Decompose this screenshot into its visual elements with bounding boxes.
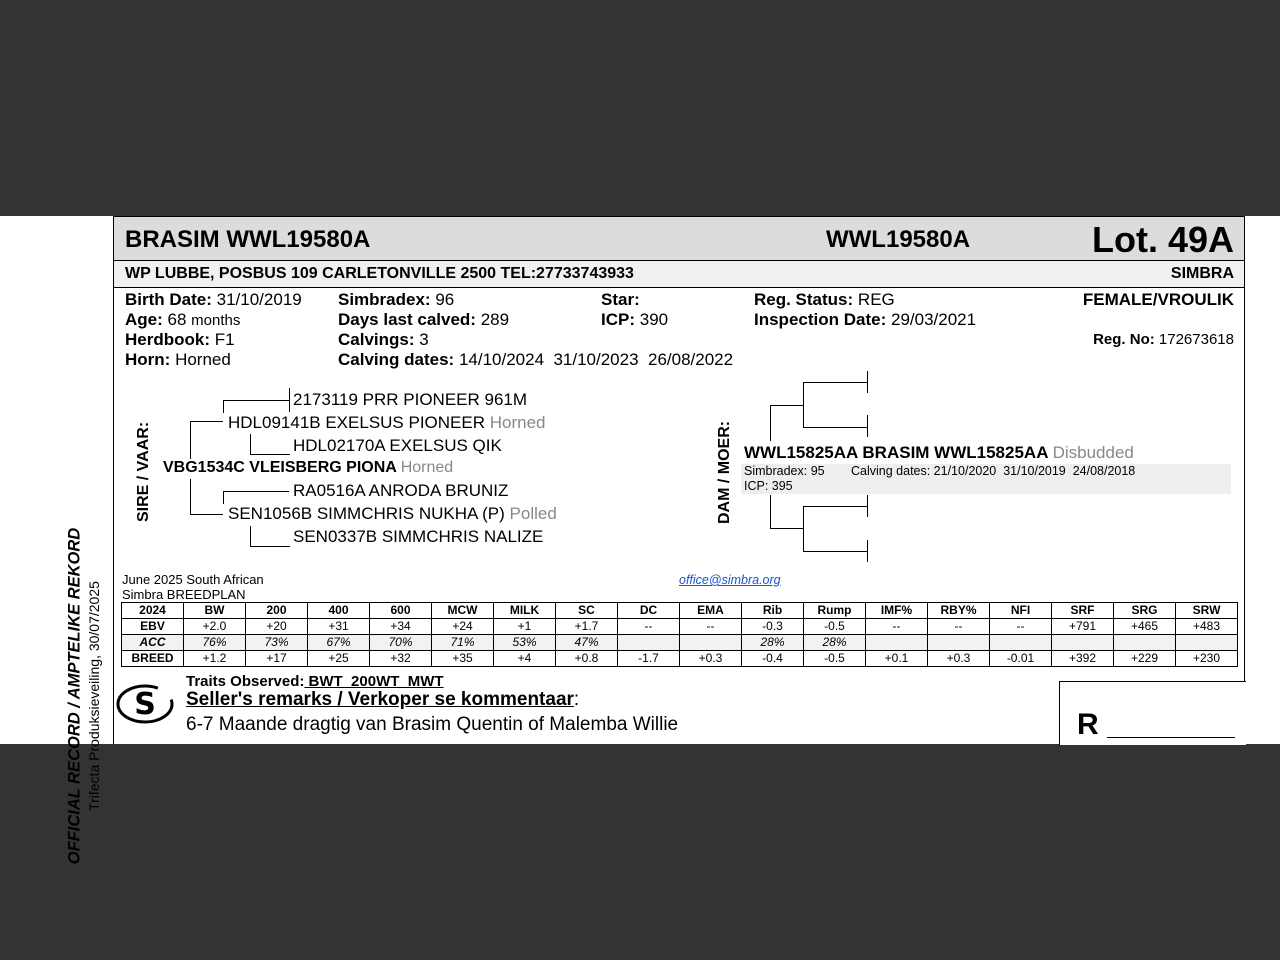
animal-id: WWL19580A — [826, 226, 971, 253]
horn-value: Horned — [175, 350, 231, 369]
traits-header-cell: IMF% — [866, 603, 928, 619]
traits-header-row — [122, 603, 1238, 619]
traits-cell — [990, 635, 1052, 651]
title-bar — [114, 217, 1244, 261]
tree-line — [867, 415, 868, 437]
calvings-value: 3 — [419, 330, 429, 349]
tree-line — [250, 454, 290, 455]
traits-cell: +0.3 — [928, 651, 990, 667]
traits-header-cell: MCW — [432, 603, 494, 619]
sire-dam-dam-name: SEN0337B SIMMCHRIS NALIZE — [293, 527, 544, 546]
sire-sire-sire-name: 2173119 PRR PIONEER 961M — [293, 390, 528, 409]
svg-text:S: S — [134, 687, 156, 722]
calving-dates-value: 14/10/2024 31/10/2023 26/08/2022 — [458, 350, 734, 369]
simbradex-row: Simbradex: 96 — [338, 290, 455, 309]
traits-cell: 73% — [246, 635, 308, 651]
traits-cell: +791 — [1052, 619, 1114, 635]
tree-line — [770, 528, 803, 529]
traits-cell: +229 — [1114, 651, 1176, 667]
traits-cell: EBV — [122, 619, 184, 635]
traits-cell: -- — [990, 619, 1052, 635]
tree-line — [770, 495, 771, 529]
age-row: Age: 68 months — [125, 310, 241, 329]
traits-cell: +483 — [1176, 619, 1238, 635]
age-value: 68 — [167, 310, 187, 329]
animal-card — [113, 216, 1245, 744]
inspection-value: 29/03/2021 — [890, 310, 977, 329]
inspection-row: Inspection Date: 29/03/2021 — [754, 310, 977, 329]
sale-name-label: Trifecta Produksieveiling, 30/07/2025 — [86, 581, 102, 811]
price-box[interactable] — [1059, 681, 1246, 745]
days-calved-value: 289 — [480, 310, 510, 329]
tree-line — [223, 491, 289, 492]
sire-dam-sire-name: RA0516A ANRODA BRUNIZ — [293, 481, 509, 500]
tree-line — [867, 540, 868, 562]
traits-header-cell: Rib — [742, 603, 804, 619]
traits-cell: +1.2 — [184, 651, 246, 667]
traits-table — [121, 602, 1238, 667]
simbradex-value: 96 — [435, 290, 455, 309]
traits-cell: +17 — [246, 651, 308, 667]
traits-cell: +230 — [1176, 651, 1238, 667]
traits-header-cell: MILK — [494, 603, 556, 619]
traits-header-cell: EMA — [680, 603, 742, 619]
tree-line — [250, 546, 290, 547]
traits-row-acc — [122, 635, 1238, 651]
sire-sire-name: HDL09141B EXELSUS PIONEER Horned — [228, 413, 546, 432]
reg-no-value: 172673618 — [1158, 331, 1234, 348]
traits-cell — [1052, 635, 1114, 651]
traits-cell: +31 — [308, 619, 370, 635]
tree-line — [250, 526, 251, 546]
traits-observed-value: BWT 200WT MWT — [304, 673, 444, 690]
traits-cell: +465 — [1114, 619, 1176, 635]
traits-cell: 70% — [370, 635, 432, 651]
traits-header-cell: RBY% — [928, 603, 990, 619]
traits-cell: +392 — [1052, 651, 1114, 667]
traits-cell: -0.4 — [742, 651, 804, 667]
traits-cell: -0.5 — [804, 651, 866, 667]
traits-cell: +24 — [432, 619, 494, 635]
official-record-label: OFFICIAL RECORD / AMPTELIKE REKORD — [65, 527, 84, 865]
traits-row-ebv — [122, 619, 1238, 635]
tree-line — [190, 479, 191, 515]
sire-name: VBG1534C VLEISBERG PIONA Horned — [163, 459, 454, 476]
seller-comment: 6-7 Maande dragtig van Brasim Quentin of Malemba Willie — [186, 714, 679, 735]
herdbook-value: F1 — [214, 330, 235, 349]
traits-header-cell: 400 — [308, 603, 370, 619]
traits-header-cell: 2024 — [122, 603, 184, 619]
traits-header-cell: 600 — [370, 603, 432, 619]
reg-no-row: Reg. No: 172673618 — [1093, 331, 1234, 348]
dam-icp: ICP: 395 — [744, 479, 793, 493]
traits-cell: -0.01 — [990, 651, 1052, 667]
traits-header-cell: SRG — [1114, 603, 1176, 619]
traits-header-cell: Rump — [804, 603, 866, 619]
dam-simbradex: Simbradex: 95 — [744, 464, 825, 478]
traits-cell: -- — [866, 619, 928, 635]
icp-row: ICP: 390 — [601, 310, 669, 329]
traits-cell: +1.7 — [556, 619, 618, 635]
dam-name: WWL15825AA BRASIM WWL15825AA Disbudded — [744, 443, 1134, 462]
traits-header-cell: SRF — [1052, 603, 1114, 619]
traits-cell: 28% — [742, 635, 804, 651]
sire-label: SIRE / VAAR: — [135, 421, 152, 522]
animal-name: BRASIM WWL19580A — [125, 226, 371, 253]
breedplan-line1: June 2025 South African — [122, 572, 264, 587]
traits-cell: +0.8 — [556, 651, 618, 667]
traits-cell: -1.7 — [618, 651, 680, 667]
tree-line — [770, 405, 771, 441]
traits-cell — [1176, 635, 1238, 651]
tree-line — [803, 382, 868, 383]
price-line — [1107, 737, 1235, 738]
sire-sire-dam-name: HDL02170A EXELSUS QIK — [293, 436, 502, 455]
traits-cell — [618, 635, 680, 651]
lot-number: Lot. 49A — [1091, 219, 1234, 260]
tree-line — [770, 405, 803, 406]
tree-line — [250, 434, 251, 454]
breeder-bar — [114, 261, 1244, 288]
traits-cell: +32 — [370, 651, 432, 667]
sex-label: FEMALE/VROULIK — [1082, 290, 1234, 309]
tree-line — [223, 491, 224, 504]
traits-cell: BREED — [122, 651, 184, 667]
dam-horn: Disbudded — [1052, 443, 1134, 462]
sire-sire-horn: Horned — [489, 413, 546, 432]
birth-date-row: Birth Date: 31/10/2019 — [125, 290, 302, 309]
traits-cell: 47% — [556, 635, 618, 651]
traits-observed: Traits Observed: BWT 200WT MWT — [186, 673, 444, 690]
traits-cell: +1 — [494, 619, 556, 635]
tree-line — [190, 421, 223, 422]
traits-header-cell: SRW — [1176, 603, 1238, 619]
tree-line — [223, 400, 289, 401]
traits-cell — [680, 635, 742, 651]
traits-row-breed — [122, 651, 1238, 667]
traits-cell: +0.1 — [866, 651, 928, 667]
age-unit: months — [191, 312, 241, 329]
traits-cell — [1114, 635, 1176, 651]
traits-cell: 76% — [184, 635, 246, 651]
traits-cell — [866, 635, 928, 651]
traits-cell: 53% — [494, 635, 556, 651]
traits-cell: 28% — [804, 635, 866, 651]
horn-row: Horn: Horned — [125, 350, 231, 369]
traits-cell: +4 — [494, 651, 556, 667]
breeder-info: WP LUBBE, POSBUS 109 CARLETONVILLE 2500 TEL:27733743933 — [125, 265, 634, 282]
tree-line — [803, 382, 804, 427]
tree-line — [190, 514, 223, 515]
traits-cell: ACC — [122, 635, 184, 651]
reg-status-value: REG — [857, 290, 895, 309]
breedplan-line2: Simbra BREEDPLAN — [122, 587, 246, 602]
tree-line — [289, 388, 290, 412]
tree-line — [803, 427, 868, 428]
calvings-row: Calvings: 3 — [338, 330, 429, 349]
traits-cell: -0.3 — [742, 619, 804, 635]
traits-cell: -0.5 — [804, 619, 866, 635]
breed-label: SIMBRA — [1170, 265, 1234, 282]
traits-cell: -- — [928, 619, 990, 635]
email-link[interactable]: office@simbra.org — [679, 573, 781, 587]
herdbook-row: Herdbook: F1 — [125, 330, 235, 349]
simbra-logo — [116, 683, 174, 725]
icp-value: 390 — [639, 310, 669, 329]
r-label: R — [1077, 708, 1099, 741]
traits-cell: +35 — [432, 651, 494, 667]
sire-horn: Horned — [400, 459, 454, 476]
star-row: Star: — [601, 290, 640, 309]
document-page — [0, 216, 1280, 865]
seller-remarks-heading: Seller's remarks / Verkoper se kommentaar: — [186, 689, 580, 710]
tree-line — [867, 495, 868, 517]
tree-line — [803, 506, 868, 507]
tree-line — [803, 506, 804, 551]
traits-header-cell: BW — [184, 603, 246, 619]
traits-cell: +2.0 — [184, 619, 246, 635]
traits-cell: -- — [618, 619, 680, 635]
tree-line — [803, 551, 868, 552]
sire-dam-horn: Polled — [509, 504, 557, 523]
traits-cell: +0.3 — [680, 651, 742, 667]
calving-dates-row: Calving dates: 14/10/2024 31/10/2023 26/08/2022 — [338, 350, 734, 369]
traits-cell: 71% — [432, 635, 494, 651]
traits-cell: +25 — [308, 651, 370, 667]
days-calved-row: Days last calved: 289 — [338, 310, 510, 329]
traits-cell — [928, 635, 990, 651]
traits-cell: +34 — [370, 619, 432, 635]
birth-date-value: 31/10/2019 — [216, 290, 302, 309]
traits-header-cell: SC — [556, 603, 618, 619]
traits-header-cell: NFI — [990, 603, 1052, 619]
traits-header-cell: DC — [618, 603, 680, 619]
traits-header-cell: 200 — [246, 603, 308, 619]
tree-line — [190, 421, 191, 459]
dam-calving-dates: Calving dates: 21/10/2020 31/10/2019 24/08/2018 — [851, 464, 1136, 478]
dam-label: DAM / MOER: — [716, 420, 733, 524]
traits-cell: -- — [680, 619, 742, 635]
traits-cell: 67% — [308, 635, 370, 651]
traits-cell: +20 — [246, 619, 308, 635]
reg-status-row: Reg. Status: REG — [754, 290, 895, 309]
tree-line — [223, 400, 224, 413]
tree-line — [867, 371, 868, 393]
sire-dam-name: SEN1056B SIMMCHRIS NUKHA (P) Polled — [228, 504, 557, 523]
